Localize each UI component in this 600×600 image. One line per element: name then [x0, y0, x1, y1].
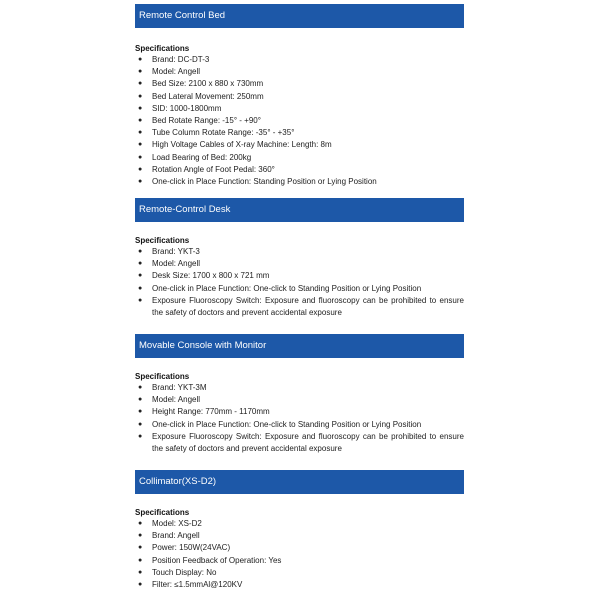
spec-item: ● SID: 1000-1800mm	[135, 103, 464, 115]
bullet-icon: ●	[138, 420, 143, 428]
specifications-heading: Specifications	[135, 508, 190, 517]
bullet-icon: ●	[138, 432, 143, 440]
spec-item: ● Load Bearing of Bed: 200kg	[135, 152, 464, 164]
section-remote-control-desk	[135, 198, 464, 319]
spec-item: ● Brand: DC-DT-3	[135, 54, 464, 66]
bullet-icon: ●	[138, 80, 143, 88]
bullet-icon: ●	[138, 129, 143, 137]
specifications-heading: Specifications	[135, 236, 190, 245]
bullet-icon: ●	[138, 272, 143, 280]
spec-item: ● Touch Display: No	[135, 567, 464, 579]
section-collimator	[135, 470, 464, 591]
spec-item: ● Brand: YKT-3M	[135, 382, 464, 394]
spec-item: ● Brand: YKT-3	[135, 246, 464, 258]
section-remote-control-bed	[135, 4, 464, 188]
bullet-icon: ●	[138, 568, 143, 576]
bullet-icon: ●	[138, 544, 143, 552]
spec-item: ● Exposure Fluoroscopy Switch: Exposure and fluoroscopy can be prohibited to ensure the safety of doctors and prevent accidental exposure	[138, 295, 464, 318]
spec-item: ● Desk Size: 1700 x 800 x 721 mm	[135, 270, 464, 282]
section-movable-console	[135, 334, 464, 455]
spec-item: ● Filter: ≤1.5mmAl@120KV	[135, 579, 464, 591]
spec-item: ● Bed Lateral Movement: 250mm	[135, 91, 464, 103]
bullet-icon: ●	[138, 141, 143, 149]
bullet-icon: ●	[138, 396, 143, 404]
spec-item: ● One-click in Place Function: One-click to Standing Position or Lying Position	[135, 283, 464, 295]
bullet-icon: ●	[138, 520, 143, 527]
spec-item: ● Rotation Angle of Foot Pedal: 360°	[135, 164, 464, 176]
bullet-icon: ●	[138, 384, 143, 391]
section-header: Movable Console with Monitor	[135, 334, 464, 358]
spec-item: ● Model: Angell	[135, 258, 464, 270]
specifications-heading: Specifications	[135, 372, 190, 381]
spec-item: ● Power: 150W(24VAC)	[135, 542, 464, 554]
bullet-icon: ●	[138, 92, 143, 100]
spec-item: ● One-click in Place Function: Standing Position or Lying Position	[135, 176, 464, 188]
spec-list	[135, 246, 464, 319]
specifications-heading: Specifications	[135, 44, 190, 53]
bullet-icon: ●	[138, 260, 143, 268]
spec-item: ● Model: Angell	[135, 66, 464, 78]
bullet-icon: ●	[138, 68, 143, 76]
spec-item: ● High Voltage Cables of X-ray Machine: Length: 8m	[135, 139, 464, 151]
spec-item: ● Brand: Angell	[135, 530, 464, 542]
spec-item: ● Model: XS-D2	[135, 518, 464, 530]
bullet-icon: ●	[138, 153, 143, 161]
bullet-icon: ●	[138, 104, 143, 112]
spec-list	[135, 54, 464, 188]
section-header: Remote-Control Desk	[135, 198, 464, 222]
spec-item: ● Tube Column Rotate Range: -35° - +35°	[135, 127, 464, 139]
spec-item: ● Exposure Fluoroscopy Switch: Exposure and fluoroscopy can be prohibited to ensure the safety of doctors and prevent accidental exposure	[138, 431, 464, 454]
bullet-icon: ●	[138, 117, 143, 125]
bullet-icon: ●	[138, 556, 143, 564]
spec-item: ● Height Range: 770mm - 1170mm	[135, 406, 464, 418]
bullet-icon: ●	[138, 165, 143, 173]
spec-item: ● Bed Rotate Range: -15° - +90°	[135, 115, 464, 127]
spec-list	[135, 382, 464, 455]
bullet-icon: ●	[138, 248, 143, 255]
spec-item: ● Position Feedback of Operation: Yes	[135, 555, 464, 567]
bullet-icon: ●	[138, 284, 143, 292]
section-header: Remote Control Bed	[135, 4, 464, 28]
bullet-icon: ●	[138, 296, 143, 304]
spec-list	[135, 518, 464, 591]
spec-item: ● One-click in Place Function: One-click to Standing Position or Lying Position	[135, 419, 464, 431]
spec-item: ● Model: Angell	[135, 394, 464, 406]
bullet-icon: ●	[138, 581, 143, 589]
section-header: Collimator(XS-D2)	[135, 470, 464, 494]
spec-item: ● Bed Size: 2100 x 880 x 730mm	[135, 78, 464, 90]
bullet-icon: ●	[138, 178, 143, 186]
bullet-icon: ●	[138, 532, 143, 540]
bullet-icon: ●	[138, 408, 143, 416]
bullet-icon: ●	[138, 56, 143, 63]
